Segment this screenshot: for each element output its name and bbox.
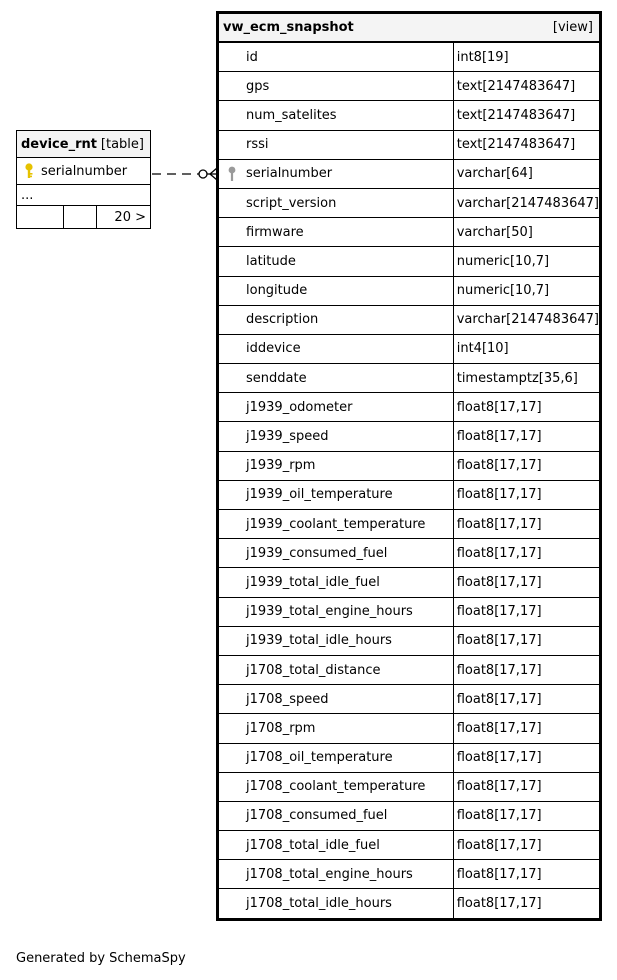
column-name: description xyxy=(246,312,319,328)
table-row[interactable] xyxy=(218,860,600,889)
table-row[interactable] xyxy=(218,743,600,772)
column-name-cell xyxy=(218,480,453,509)
table-row[interactable] xyxy=(218,510,600,539)
table-row[interactable] xyxy=(218,364,600,393)
column-name-cell xyxy=(218,801,453,830)
table-row[interactable] xyxy=(218,159,600,188)
column-name-cell xyxy=(218,218,453,247)
table-row[interactable] xyxy=(218,831,600,860)
table-row[interactable] xyxy=(218,422,600,451)
column-name-cell xyxy=(218,597,453,626)
column-type: float8[17,17] xyxy=(453,685,600,714)
table-row[interactable] xyxy=(218,42,600,72)
column-name-cell xyxy=(218,889,453,919)
column-name-cell xyxy=(218,159,453,188)
column-type: float8[17,17] xyxy=(453,597,600,626)
foreign-key-icon xyxy=(227,166,237,182)
column-type: float8[17,17] xyxy=(453,393,600,422)
column-name: script_version xyxy=(246,195,337,211)
table-row[interactable] xyxy=(218,72,600,101)
table-row[interactable] xyxy=(218,685,600,714)
column-name-cell xyxy=(218,831,453,860)
column-name: j1708_coolant_temperature xyxy=(246,779,426,795)
column-type: float8[17,17] xyxy=(453,422,600,451)
table-title[interactable]: device_rnt xyxy=(21,136,97,152)
table-row[interactable] xyxy=(218,101,600,130)
primary-key-icon xyxy=(24,163,34,179)
column-name: j1939_oil_temperature xyxy=(246,487,393,503)
column-name: j1939_speed xyxy=(246,429,329,445)
table-row[interactable] xyxy=(218,305,600,334)
column-name: latitude xyxy=(246,253,296,269)
column-type: float8[17,17] xyxy=(453,539,600,568)
column-name: id xyxy=(246,49,258,65)
column-name: j1939_rpm xyxy=(246,458,316,474)
column-name: longitude xyxy=(246,283,308,299)
column-name: serialnumber xyxy=(246,166,333,182)
column-name: j1708_consumed_fuel xyxy=(246,808,388,824)
table-row[interactable] xyxy=(218,539,600,568)
column-type: float8[17,17] xyxy=(453,889,600,919)
column-name-cell xyxy=(218,685,453,714)
column-name: j1939_consumed_fuel xyxy=(246,545,388,561)
column-name: j1939_total_idle_hours xyxy=(246,633,392,649)
column-type: timestamptz[35,6] xyxy=(453,364,600,393)
table-row[interactable] xyxy=(218,714,600,743)
column-name-cell xyxy=(218,510,453,539)
column-type: float8[17,17] xyxy=(453,801,600,830)
column-type: float8[17,17] xyxy=(453,451,600,480)
column-name-cell xyxy=(218,364,453,393)
table-header xyxy=(218,13,600,42)
ellipsis-cell: ... xyxy=(17,185,151,206)
table-kind-label: [table] xyxy=(100,136,144,152)
column-name-cell xyxy=(218,451,453,480)
child-count-label[interactable]: 20 > xyxy=(97,206,151,229)
column-name-cell xyxy=(218,276,453,305)
column-type: varchar[2147483647] xyxy=(453,188,600,217)
table-row[interactable] xyxy=(218,568,600,597)
table-row[interactable] xyxy=(218,247,600,276)
table-row[interactable] xyxy=(218,130,600,159)
column-type: text[2147483647] xyxy=(453,72,600,101)
column-type: float8[17,17] xyxy=(453,831,600,860)
column-type: varchar[50] xyxy=(453,218,600,247)
column-type: numeric[10,7] xyxy=(453,247,600,276)
zero-cardinality-marker xyxy=(199,170,207,178)
column-name-cell xyxy=(218,101,453,130)
view-table-vw-ecm-snapshot[interactable] xyxy=(217,12,601,920)
column-type: int8[19] xyxy=(453,42,600,72)
column-name-cell xyxy=(218,655,453,684)
generated-by-label: Generated by SchemaSpy xyxy=(16,951,186,966)
table-row[interactable] xyxy=(218,480,600,509)
column-name-cell xyxy=(218,772,453,801)
column-name: j1708_rpm xyxy=(246,720,316,736)
column-type: float8[17,17] xyxy=(453,510,600,539)
column-name: senddate xyxy=(246,370,307,386)
column-name: gps xyxy=(246,78,270,94)
column-name: j1708_total_engine_hours xyxy=(246,866,413,882)
column-type: float8[17,17] xyxy=(453,772,600,801)
table-row[interactable] xyxy=(218,393,600,422)
table-row-ellipsis xyxy=(17,185,151,206)
table-footer-row xyxy=(17,206,151,229)
crows-foot-line xyxy=(210,168,217,174)
column-name-cell xyxy=(218,568,453,597)
column-type: float8[17,17] xyxy=(453,626,600,655)
column-name-cell xyxy=(218,714,453,743)
table-row[interactable] xyxy=(218,655,600,684)
column-type: int4[10] xyxy=(453,334,600,363)
column-name-cell xyxy=(218,130,453,159)
table-row[interactable] xyxy=(218,334,600,363)
table-device-rnt[interactable] xyxy=(16,130,151,229)
column-name-cell xyxy=(218,334,453,363)
column-name-cell xyxy=(218,305,453,334)
table-row[interactable] xyxy=(218,626,600,655)
column-name: num_satelites xyxy=(246,107,337,123)
column-type: varchar[64] xyxy=(453,159,600,188)
footer-cell-empty xyxy=(64,206,97,229)
column-name-cell xyxy=(218,626,453,655)
column-type: float8[17,17] xyxy=(453,860,600,889)
column-type: float8[17,17] xyxy=(453,655,600,684)
column-name: j1708_total_idle_fuel xyxy=(246,837,380,853)
column-type: text[2147483647] xyxy=(453,101,600,130)
column-type: text[2147483647] xyxy=(453,130,600,159)
column-name: firmware xyxy=(246,224,304,240)
column-name-cell xyxy=(218,422,453,451)
table-row[interactable] xyxy=(218,218,600,247)
column-name-cell xyxy=(218,743,453,772)
column-name: j1939_odometer xyxy=(246,399,353,415)
table-row[interactable] xyxy=(218,772,600,801)
table-kind-label: [view] xyxy=(552,20,593,35)
column-type: float8[17,17] xyxy=(453,743,600,772)
table-row[interactable] xyxy=(218,188,600,217)
table-header-cell xyxy=(218,13,600,42)
column-name: j1939_total_engine_hours xyxy=(246,604,413,620)
column-name-cell xyxy=(218,72,453,101)
footer-cell-empty xyxy=(17,206,64,229)
table-row[interactable] xyxy=(218,276,600,305)
column-name-cell xyxy=(218,188,453,217)
column-name: j1939_coolant_temperature xyxy=(246,516,426,532)
table-row[interactable] xyxy=(218,597,600,626)
column-name-cell xyxy=(218,860,453,889)
column-name-cell xyxy=(218,539,453,568)
table-row[interactable] xyxy=(218,801,600,830)
table-header xyxy=(17,131,151,158)
column-name-cell xyxy=(218,42,453,72)
column-type: varchar[2147483647] xyxy=(453,305,600,334)
column-type: float8[17,17] xyxy=(453,714,600,743)
table-row[interactable] xyxy=(17,158,151,185)
column-name: serialnumber xyxy=(41,163,128,179)
crows-foot-line xyxy=(210,174,217,180)
column-type: numeric[10,7] xyxy=(453,276,600,305)
table-header-cell xyxy=(17,131,151,158)
column-type: float8[17,17] xyxy=(453,480,600,509)
column-name: j1708_total_distance xyxy=(246,662,381,678)
table-row[interactable] xyxy=(218,889,600,919)
column-name: j1939_total_idle_fuel xyxy=(246,574,380,590)
column-name-cell xyxy=(17,158,151,185)
column-type: float8[17,17] xyxy=(453,568,600,597)
table-row[interactable] xyxy=(218,451,600,480)
column-name-cell xyxy=(218,393,453,422)
column-name: rssi xyxy=(246,137,269,153)
column-name: j1708_oil_temperature xyxy=(246,750,393,766)
column-name: iddevice xyxy=(246,341,301,357)
column-name-cell xyxy=(218,247,453,276)
table-title[interactable]: vw_ecm_snapshot xyxy=(223,20,354,35)
column-name: j1708_total_idle_hours xyxy=(246,896,392,912)
column-name: j1708_speed xyxy=(246,691,329,707)
